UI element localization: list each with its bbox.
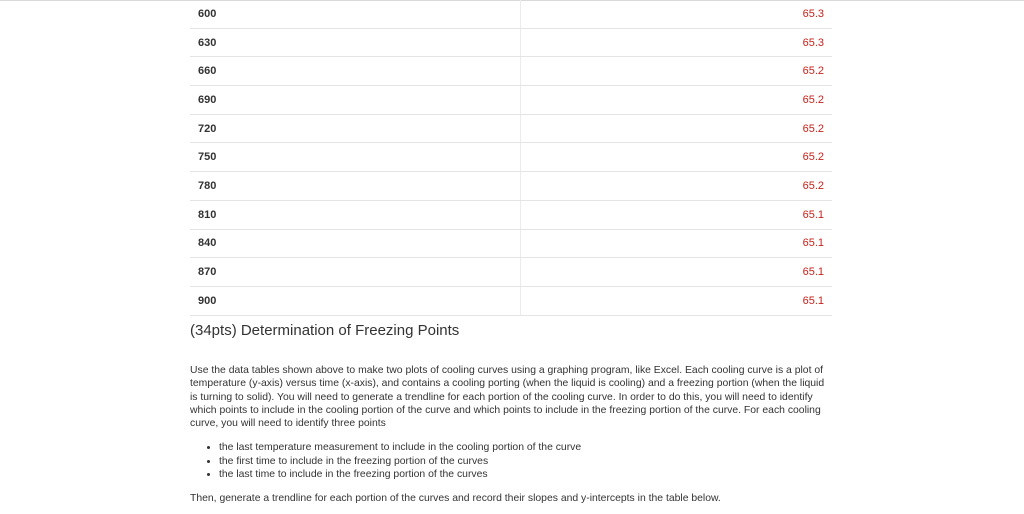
freezing-points-section bbox=[190, 318, 830, 505]
table-row bbox=[190, 0, 832, 28]
temperature-cell: 65.3 bbox=[521, 0, 833, 28]
table-row bbox=[190, 57, 832, 86]
closing-paragraph: Then, generate a trendline for each portion of the curves and record their slopes and y-intercepts in the table below. bbox=[190, 492, 721, 504]
time-cell: 780 bbox=[190, 172, 521, 201]
time-cell: 600 bbox=[190, 0, 521, 28]
list-item: • the last time to include in the freezing portion of the curves bbox=[219, 468, 830, 482]
temperature-cell: 65.2 bbox=[521, 57, 833, 86]
list-item: • the first time to include in the freezing portion of the curves bbox=[219, 455, 830, 469]
table-row bbox=[190, 86, 832, 115]
temperature-cell: 65.2 bbox=[521, 172, 833, 201]
instructions-paragraph: Use the data tables shown above to make two plots of cooling curves using a graphing program, like Excel. Each cooling curve is a plot of temperature (y-axis) versus time (x-axis), and contains a cooling porting (when the liquid is cooling) and a freezing portion (when the liquid is turning to solid). You will need to generate a trendline for each portion of the cooling curve. In order to do this, you will need to identify which points to include in the cooling portion of the curve and which points to include in the freezing portion of the curve. For each cooling curve, you will need to identify three points bbox=[190, 365, 825, 430]
criteria-list bbox=[190, 441, 830, 482]
time-cell: 660 bbox=[190, 57, 521, 86]
temperature-cell: 65.1 bbox=[521, 229, 833, 258]
temperature-cell: 65.1 bbox=[521, 286, 833, 315]
temperature-cell: 65.1 bbox=[521, 200, 833, 229]
temperature-cell: 65.2 bbox=[521, 143, 833, 172]
table-row bbox=[190, 114, 832, 143]
time-cell: 810 bbox=[190, 200, 521, 229]
table-row bbox=[190, 229, 832, 258]
time-cell: 840 bbox=[190, 229, 521, 258]
table-row bbox=[190, 28, 832, 57]
time-cell: 870 bbox=[190, 258, 521, 287]
time-cell: 900 bbox=[190, 286, 521, 315]
table-row bbox=[190, 200, 832, 229]
section-heading: (34pts) Determination of Freezing Points bbox=[190, 322, 460, 339]
table-row bbox=[190, 143, 832, 172]
time-cell: 750 bbox=[190, 143, 521, 172]
temperature-cell: 65.2 bbox=[521, 86, 833, 115]
time-cell: 690 bbox=[190, 86, 521, 115]
table-row bbox=[190, 286, 832, 315]
list-item: • the last temperature measurement to include in the cooling portion of the curve bbox=[219, 441, 830, 455]
temperature-cell: 65.2 bbox=[521, 114, 833, 143]
cooling-data-table bbox=[190, 0, 832, 316]
temperature-cell: 65.3 bbox=[521, 28, 833, 57]
time-cell: 630 bbox=[190, 28, 521, 57]
table-row bbox=[190, 172, 832, 201]
temperature-cell: 65.1 bbox=[521, 258, 833, 287]
table-row bbox=[190, 258, 832, 287]
time-cell: 720 bbox=[190, 114, 521, 143]
